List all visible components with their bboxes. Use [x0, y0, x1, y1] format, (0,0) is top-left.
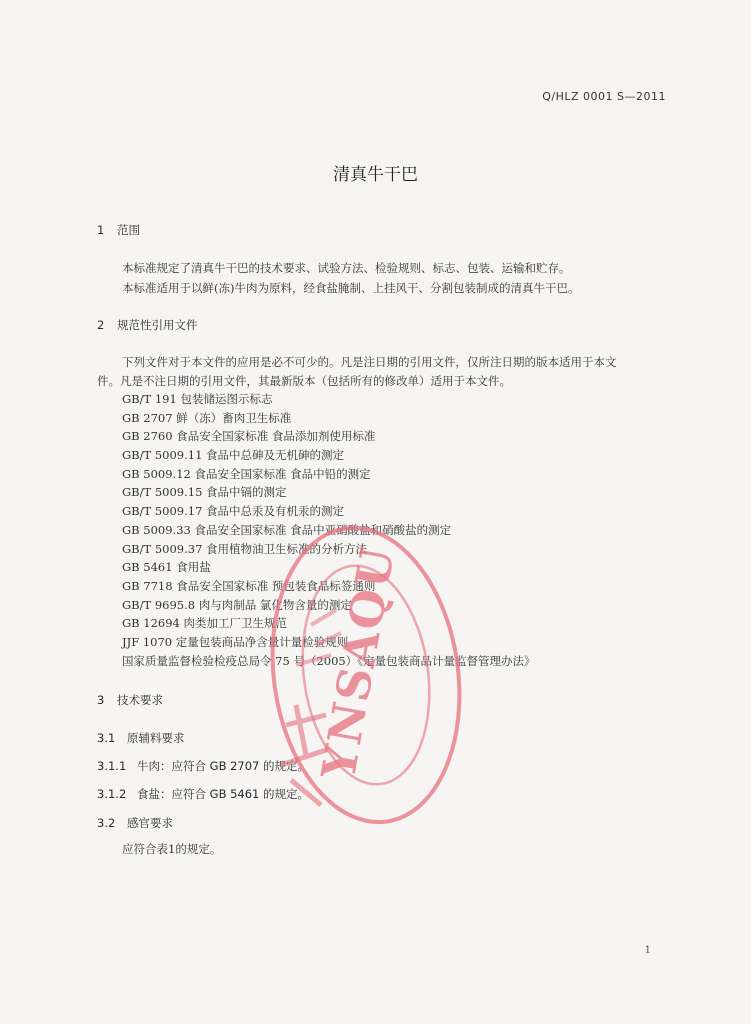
refs-intro-line-2: 件。凡是不注日期的引用文件，其最新版本（包括所有的修改单）适用于本文件。 [97, 374, 511, 388]
clause-text: 食盐：应符合 GB 5461 的规定。 [137, 787, 310, 801]
clause-3-1-2 [97, 786, 309, 802]
reference-item: GB 7718 食品安全国家标准 预包装食品标签通则 [122, 578, 376, 593]
subsection-number: 3.2 [97, 816, 116, 830]
reference-item: GB/T 5009.15 食品中镉的测定 [122, 485, 287, 500]
section-number: 3 [97, 693, 105, 707]
section-3-heading [97, 692, 163, 708]
clause-number: 3.1.1 [97, 759, 127, 773]
reference-item: GB 5461 食用盐 [122, 560, 211, 575]
subsection-3-2-heading [97, 815, 173, 831]
document-title: 清真牛干巴 [333, 165, 418, 185]
reference-item: GB 12694 肉类加工厂卫生规范 [122, 616, 288, 631]
section-2-heading [97, 317, 198, 333]
reference-item: GB 2760 食品安全国家标准 食品添加剂使用标准 [122, 429, 376, 444]
section-1-heading [97, 222, 140, 238]
reference-item: GB/T 5009.17 食品中总汞及有机汞的测定 [122, 504, 345, 519]
page-number: 1 [644, 945, 651, 956]
subsection-number: 3.1 [97, 731, 116, 745]
reference-item: GB 5009.12 食品安全国家标准 食品中铅的测定 [122, 466, 371, 481]
sensory-requirement-text: 应符合表1的规定。 [122, 842, 222, 856]
reference-item: GB/T 191 包装储运图示标志 [122, 392, 273, 406]
subsection-3-1-heading [97, 730, 185, 746]
scope-paragraph-1: 本标准规定了清真牛干巴的技术要求、试验方法、检验规则、标志、包装、运输和贮存。 [122, 261, 571, 275]
subsection-title: 感官要求 [127, 816, 173, 830]
section-title: 技术要求 [117, 693, 163, 707]
standard-code: Q/HLZ 0001 S—2011 [542, 90, 666, 103]
reference-item: GB 5009.33 食品安全国家标准 食品中亚硝酸盐和硝酸盐的测定 [122, 522, 452, 537]
section-title: 范围 [117, 223, 140, 237]
refs-intro-line-1: 下列文件对于本文件的应用是必不可少的。凡是注日期的引用文件，仅所注日期的版本适用于本文 [122, 355, 617, 369]
reference-item: JJF 1070 定量包装商品净含量计量检验规则 [122, 634, 349, 649]
scope-paragraph-2: 本标准适用于以鲜(冻)牛肉为原料，经食盐腌制、上挂风干、分割包装制成的清真牛干巴。 [122, 281, 580, 295]
reference-item: GB/T 9695.8 肉与肉制品 氯化物含量的测定 [122, 597, 352, 612]
section-number: 1 [97, 223, 105, 237]
reference-item: 国家质量监督检验检疫总局令 75 号（2005）《定量包装商品计量监督管理办法》 [122, 653, 536, 668]
clause-number: 3.1.2 [97, 787, 127, 801]
svg-text:YNSAQU: YNSAQU [311, 541, 406, 784]
reference-item: GB 2707 鲜（冻）畜肉卫生标准 [122, 410, 292, 425]
reference-list [122, 391, 535, 671]
clause-3-1-1 [97, 758, 309, 774]
subsection-title: 原辅料要求 [127, 731, 185, 745]
reference-item: GB/T 5009.37 食用植物油卫生标准的分析方法 [122, 541, 368, 556]
reference-item: GB/T 5009.11 食品中总砷及无机砷的测定 [122, 448, 345, 463]
clause-text: 牛肉：应符合 GB 2707 的规定。 [137, 759, 310, 773]
section-number: 2 [97, 318, 105, 332]
section-title: 规范性引用文件 [117, 318, 198, 332]
